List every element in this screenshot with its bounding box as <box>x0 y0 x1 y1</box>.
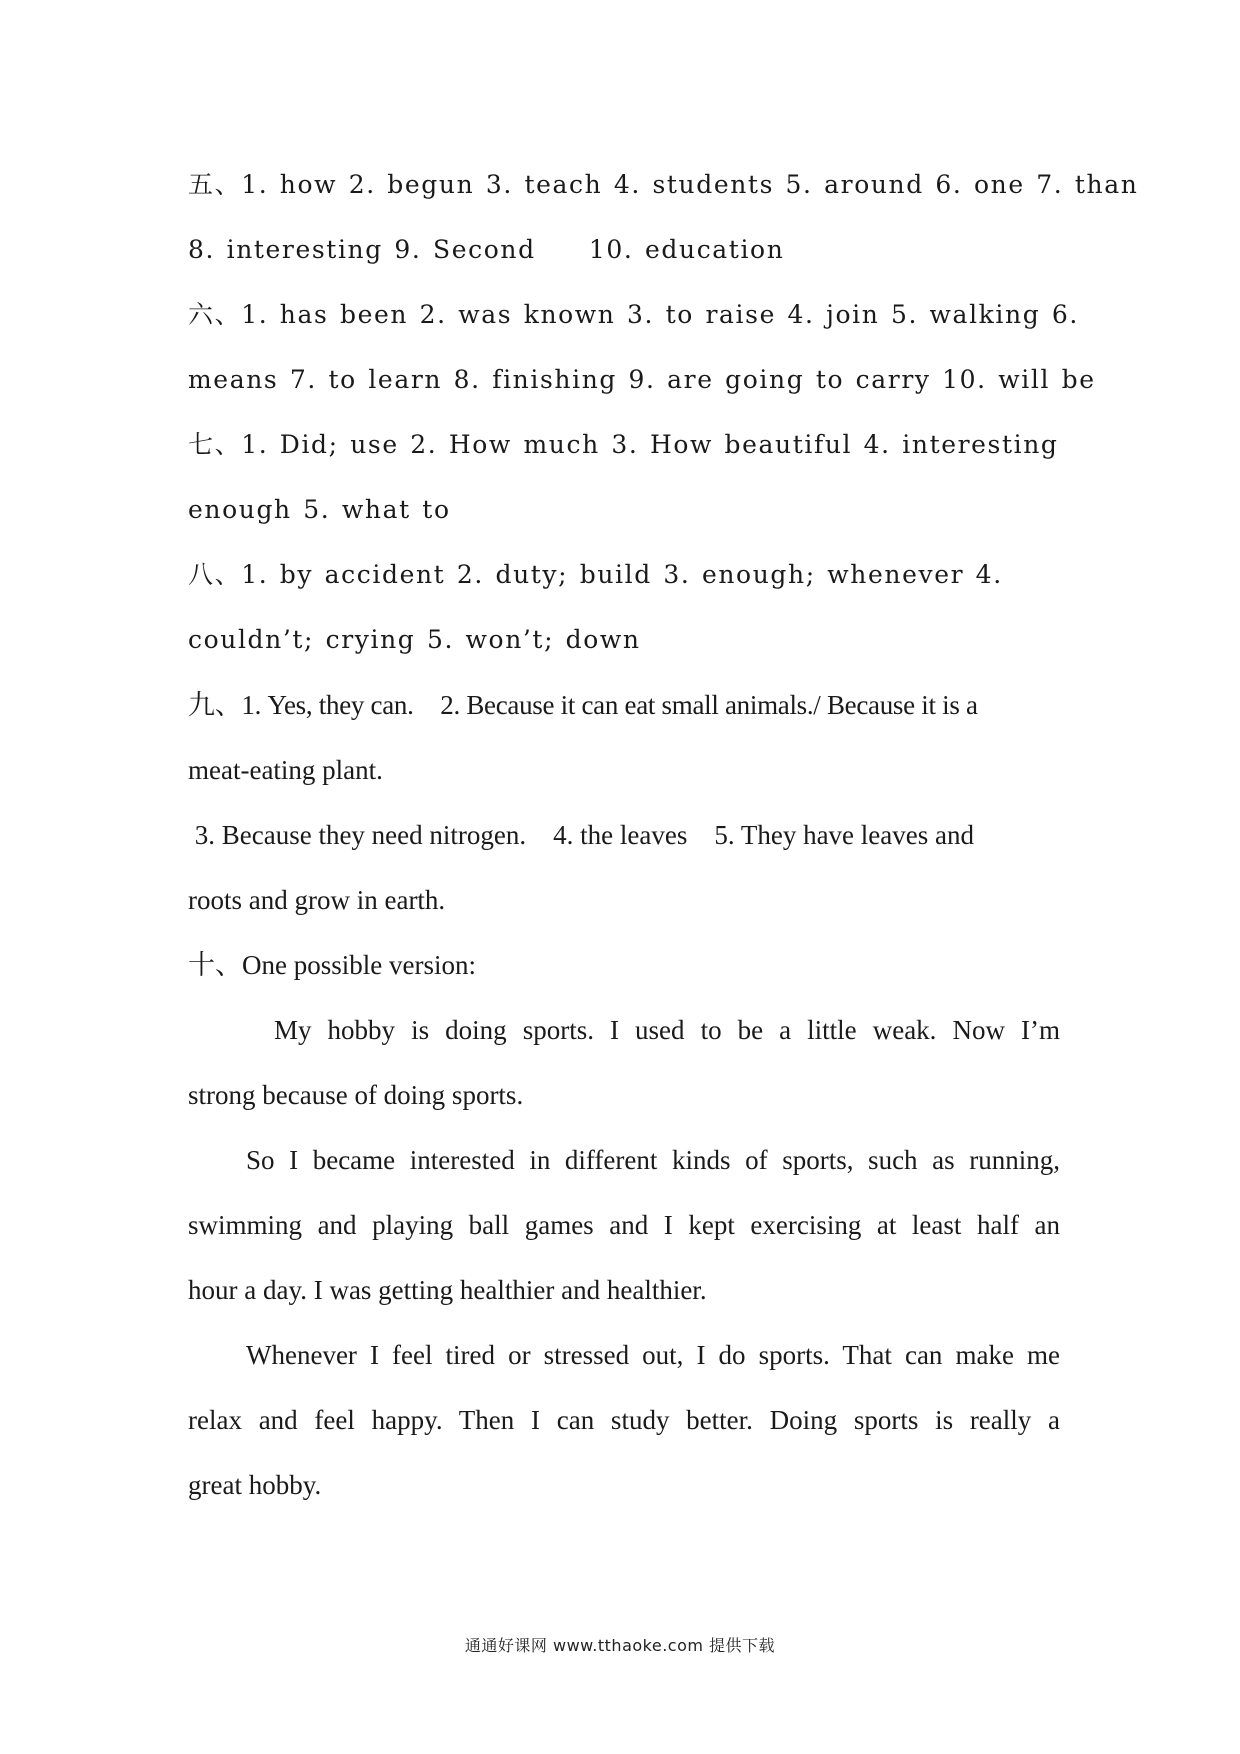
section-8-line-2: couldn’t; crying 5. won’t; down <box>188 625 641 654</box>
section-5-line-1: 五、1. how 2. begun 3. teach 4. students 5. around 6. one 7. than <box>188 170 1139 199</box>
essay-paragraph-2-line-3: hour a day. I was getting healthier and healthier. <box>188 1275 707 1305</box>
section-5-line-2: 8. interesting 9. Second 10. education <box>188 235 785 264</box>
section-9-line-3: 3. Because they need nitrogen. 4. the leaves 5. They have leaves and <box>188 820 974 850</box>
essay-paragraph-2-line-2: swimming and playing ball games and I kept exercising at least half an <box>188 1210 1060 1240</box>
footer-source-note: 通通好课网 www.tthaoke.com 提供下载 <box>464 1636 776 1655</box>
section-6-line-1: 六、1. has been 2. was known 3. to raise 4. join 5. walking 6. <box>188 300 1079 329</box>
section-8-line-1: 八、1. by accident 2. duty; build 3. enough; whenever 4. <box>188 560 1003 589</box>
section-10-heading: 十、One possible version: <box>188 950 476 980</box>
section-7-line-2: enough 5. what to <box>188 495 451 524</box>
essay-paragraph-1-line-2: strong because of doing sports. <box>188 1080 524 1110</box>
section-9-line-2: meat-eating plant. <box>188 755 383 785</box>
essay-paragraph-3-line-1: Whenever I feel tired or stressed out, I do sports. That can make me <box>246 1340 1060 1370</box>
essay-paragraph-1-line-1: My hobby is doing sports. I used to be a little weak. Now I’m <box>274 1015 1060 1045</box>
section-9-line-4: roots and grow in earth. <box>188 885 446 915</box>
section-6-line-2: means 7. to learn 8. finishing 9. are going to carry 10. will be <box>188 365 1096 394</box>
section-9-line-1: 九、1. Yes, they can. 2. Because it can eat small animals./ Because it is a <box>188 690 978 720</box>
essay-paragraph-3-line-3: great hobby. <box>188 1470 322 1500</box>
essay-paragraph-3-line-2: relax and feel happy. Then I can study better. Doing sports is really a <box>188 1405 1060 1435</box>
section-7-line-1: 七、1. Did; use 2. How much 3. How beautiful 4. interesting <box>188 430 1059 459</box>
essay-paragraph-2-line-1: So I became interested in different kinds of sports, such as running, <box>246 1145 1060 1175</box>
